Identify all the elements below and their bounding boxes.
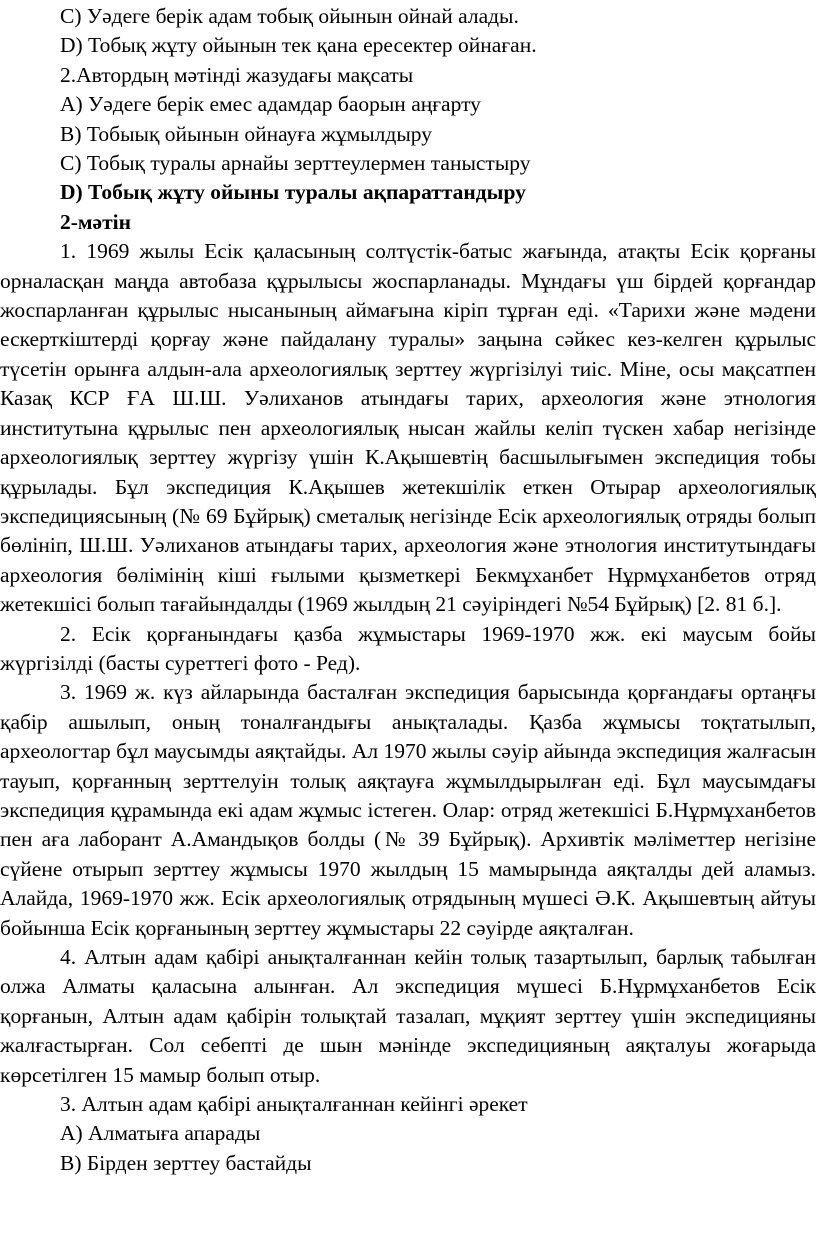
q2-option-a: A) Уәдеге берік емес адамдар баорын аңғарту <box>60 92 481 117</box>
text2-paragraph-3: 3. 1969 ж. күз айларында басталған экспедиция барысында қорғандағы ортаңғы қабір ашылып, оның тоналғандығы анықталады. Қазба жұмысы тоқтатылып, археологтар бұл маусымды аяқтайды. Ал 1970 жылы сәуір айында экспедиция жалғасын тауып, қорғанның зерттелуін толық аяқтауға жұмылдырылған еді. Бұл маусымдағы экспедиция құрамында екі адам жұмыс істеген. Олар: отряд жетекшісі Б.Нұрмұханбетов пен аға лаборант А.Амандықов болды (№ 39 Бұйрық). Архивтік мәліметтер негізіне сүйене отырып зерттеу жұмысы 1970 жылдың 15 мамырында аяқталды дей аламыз. Алайда, 1969-1970 жж. Есік археологиялық отрядының мүшесі Ә.К. Ақышевтың айтуы бойынша Есік қорғанының зерттеу жұмыстары 22 сәуірде аяқталған. <box>0 680 816 940</box>
text2-heading: 2-мәтін <box>60 209 132 234</box>
q2-question: 2.Автордың мәтінді жазудағы мақсаты <box>60 62 414 87</box>
q2-option-d-answer: D) Тобық жұту ойыны туралы ақпараттандыру <box>60 180 526 205</box>
q1-option-d: D) Тобық жұту ойынын тек қана ересектер ойнаған. <box>60 33 537 58</box>
q3-question: 3. Алтын адам қабірі анықталғаннан кейінгі әрекет <box>60 1092 528 1117</box>
text2-paragraph-4: 4. Алтын адам қабірі анықталғаннан кейін толық тазартылып, барлық табылған олжа Алматы қаласына алынған. Ал экспедиция мүшесі Б.Нұрмұханбетов Есік қорғанын, Алтын адам қабірін толықтай тазалап, мұқият зерттеу үшін экспедицияны жалғастырған. Сол себепті де шын мәнінде экспедицияның аяқталуы жоғарыда көрсетілген 15 мамыр болып отыр. <box>0 945 816 1087</box>
text2-paragraph-2: 2. Есік қорғанындағы қазба жұмыстары 1969-1970 жж. екі маусым бойы жүргізілді (басты суреттегі фото - Ред). <box>0 621 816 675</box>
q2-option-c: C) Тобық туралы арнайы зерттеулермен таныстыру <box>60 151 531 176</box>
q3-option-b: B) Бірден зерттеу бастайды <box>60 1150 312 1175</box>
q3-option-a: A) Алматыға апарады <box>60 1121 261 1146</box>
q1-option-c: C) Уәдеге берік адам тобық ойынын ойнай алады. <box>60 4 519 28</box>
q2-option-b: B) Тобыық ойынын ойнауға жұмылдыру <box>60 121 433 146</box>
text2-paragraph-1: 1. 1969 жылы Есік қаласының солтүстік-батыс жағында, атақты Есік қорғаны орналасқан маңда автобаза құрылысы жоспарланады. Мұндағы үш бірдей қорғандар жоспарланған құрылыс нысанының аймағына кіріп тұрған еді. «Тарихи және мәдени ескерткіштерді қорғау және пайдалану туралы» заңына сәйкес кез-келген құрылыс түсетін орынға алдын-ала археологиялық зерттеу жүргізілуі тиіс. Міне, осы мақсатпен Казақ КСР ҒА Ш.Ш. Уәлиханов атындағы тарих, археология және этнология институтына құрылыс пен археологиялық нысан жайлы келіп түскен хабар негізінде археологиялық зерттеу жүргізу үшін К.Ақышевтің басшылығымен экспедиция тобы құрылады. Бұл экспедиция К.Ақышев жетекшілік еткен Отырар археологиялық экспедициясының (№ 69 Бұйрық) сметалық негізінде Есік археологиялық отряды болып бөлініп, Ш.Ш. Уәлиханов атындағы тарих, археология және этнология институтындағы археология бөлімінің кіші ғылыми қызметкері Бекмұханбет Нұрмұханбетов отряд жетекшісі болып тағайындалды (1969 жылдың 21 сәуіріндегі №54 Бұйрық) [2. 81 б.]. <box>0 239 816 617</box>
